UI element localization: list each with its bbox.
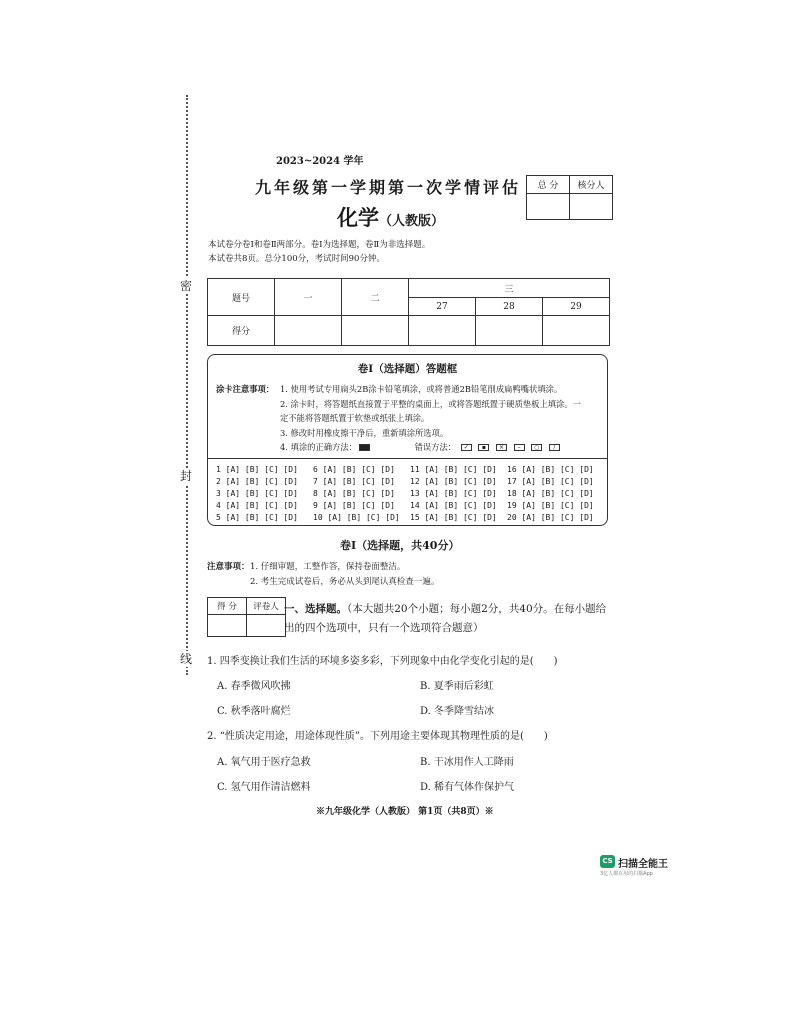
check-mark-icon: ✓: [461, 444, 472, 451]
answer-row: [216, 501, 604, 510]
answer-item[interactable]: 12 [A] [B] [C] [D]: [410, 477, 497, 486]
answer-box-title: 卷Ⅰ（选择题）答题框: [357, 363, 458, 375]
qtable-score-label: 得分: [208, 316, 275, 346]
grader-reviewer-cell: [247, 615, 286, 637]
scanner-tagline: 3亿人都在用的扫描App: [600, 871, 653, 877]
part-one-title: 一、选择题。: [284, 603, 347, 615]
answer-item[interactable]: 9 [A] [B] [C] [D]: [313, 501, 395, 510]
notice-line-2: 2. 考生完成试卷后，务必从头到尾认真检查一遍。: [250, 577, 440, 587]
total-score-label: 总 分: [527, 176, 570, 194]
answer-item[interactable]: 2 [A] [B] [C] [D]: [216, 477, 298, 486]
answer-item[interactable]: 17 [A] [B] [C] [D]: [507, 477, 594, 486]
q1-option-a[interactable]: A. 春季微风吹拂: [217, 681, 291, 692]
answer-row: [216, 489, 604, 498]
answer-item[interactable]: 8 [A] [B] [C] [D]: [313, 489, 395, 498]
answer-notice-line: 定不能将答题纸置于软垫或纸张上填涂。: [280, 413, 430, 423]
grader-score-label: 得 分: [208, 598, 247, 615]
answer-row: [216, 513, 604, 522]
answer-item[interactable]: 7 [A] [B] [C] [D]: [313, 477, 395, 486]
q2-option-a[interactable]: A. 氧气用于医疗急救: [217, 757, 311, 768]
qtable-sub-27: 27: [409, 298, 476, 316]
seal-char-xian: 线: [180, 652, 193, 666]
total-score-box: [526, 175, 613, 220]
seal-dashed-line: [186, 95, 188, 675]
answer-item[interactable]: 1 [A] [B] [C] [D]: [216, 465, 298, 474]
seal-char-feng: 封: [180, 469, 193, 483]
scanner-app-name: 扫描全能王: [618, 859, 668, 870]
answer-item[interactable]: 20 [A] [B] [C] [D]: [507, 513, 594, 522]
answer-box-divider: [208, 458, 607, 459]
part-one-desc: （本大题共20个小题；每小题2分，共40分。在每小题给出的四个选项中，只有一个选项符合题意）: [284, 603, 607, 634]
answer-notice-label: 涂卡注意事项：: [216, 384, 275, 394]
checker-cell: [570, 194, 613, 220]
subject-name: 化学: [337, 205, 379, 230]
total-score-cell: [527, 194, 570, 220]
q2-option-d[interactable]: D. 稀有气体作保护气: [420, 782, 515, 793]
partial-fill-icon: ▪: [478, 444, 489, 451]
subject-title: [337, 202, 444, 232]
answer-item[interactable]: 11 [A] [B] [C] [D]: [410, 465, 497, 474]
qtable-score-cell: [275, 316, 342, 346]
grader-box: [207, 597, 286, 637]
answer-item[interactable]: 4 [A] [B] [C] [D]: [216, 501, 298, 510]
answer-notice-line: 1. 使用考试专用扁头2B涂卡铅笔填涂，或将普通2B铅笔削成扁鸭嘴状填涂。: [280, 384, 563, 394]
correct-method-label: 4. 填涂的正确方法：: [280, 442, 357, 452]
answer-item[interactable]: 3 [A] [B] [C] [D]: [216, 489, 298, 498]
qtable-score-cell: [543, 316, 610, 346]
qtable-score-cell: [476, 316, 543, 346]
qtable-col-1: 一: [275, 279, 342, 316]
answer-item[interactable]: 15 [A] [B] [C] [D]: [410, 513, 497, 522]
answer-row: [216, 465, 604, 474]
dash-mark-icon: –: [514, 444, 525, 451]
page-footer: ※九年级化学（人教版） 第1页（共8页）※: [316, 807, 494, 817]
notice-label: 注意事项：: [207, 562, 250, 572]
answer-item[interactable]: 16 [A] [B] [C] [D]: [507, 465, 594, 474]
answer-item[interactable]: 10 [A] [B] [C] [D]: [313, 513, 400, 522]
seal-char-mi: 密: [180, 279, 193, 293]
q2-option-b[interactable]: B. 干冰用作人工降雨: [420, 757, 514, 768]
section-heading: 卷Ⅰ（选择题，共40分）: [340, 539, 460, 552]
cross-mark-icon: ×: [496, 444, 507, 451]
question-score-table: [207, 278, 610, 346]
answer-item[interactable]: 14 [A] [B] [C] [D]: [410, 501, 497, 510]
wrong-method-label: 错误方法：: [414, 442, 457, 452]
circle-mark-icon: ○: [531, 444, 542, 451]
answer-box: [207, 354, 608, 526]
q2-option-c[interactable]: C. 氢气用作清洁燃料: [217, 782, 311, 793]
question-2-stem: 2. “性质决定用途，用途体现性质”。下列用途主要体现其物理性质的是( ): [207, 731, 548, 742]
notice-line-1: 1. 仔细审题，工整作答，保持卷面整洁。: [250, 562, 406, 572]
grader-reviewer-label: 评卷人: [247, 598, 286, 615]
exam-title: 九年级第一学期第一次学情评估: [255, 178, 522, 197]
intro-line-1: 本试卷分卷Ⅰ和卷Ⅱ两部分。卷Ⅰ为选择题，卷Ⅱ为非选择题。: [208, 240, 431, 250]
answer-row: [216, 477, 604, 486]
q1-option-d[interactable]: D. 冬季降雪结冰: [420, 706, 495, 717]
q1-option-b[interactable]: B. 夏季雨后彩虹: [420, 681, 494, 692]
answer-item[interactable]: 19 [A] [B] [C] [D]: [507, 501, 594, 510]
subject-edition: （人教版）: [379, 214, 445, 229]
answer-item[interactable]: 6 [A] [B] [C] [D]: [313, 465, 395, 474]
answer-notice-line: 2. 涂卡时，将答题纸直接置于平整的桌面上，或将答题纸置于硬质垫板上填涂。一: [280, 399, 581, 409]
part-one-instructions: [284, 600, 614, 638]
answer-notice-line: 3. 修改时用橡皮擦干净后，重新填涂所选项。: [280, 428, 449, 438]
qtable-score-cell: [409, 316, 476, 346]
answer-notice-line: [280, 441, 562, 453]
answer-item[interactable]: 5 [A] [B] [C] [D]: [216, 513, 298, 522]
qtable-score-cell: [342, 316, 409, 346]
qtable-col-2: 二: [342, 279, 409, 316]
camscanner-logo-icon: CS: [600, 855, 615, 868]
answer-item[interactable]: 13 [A] [B] [C] [D]: [410, 489, 497, 498]
qtable-row-label: 题号: [208, 279, 275, 316]
q1-option-c[interactable]: C. 秋季落叶腐烂: [217, 706, 291, 717]
filled-mark-icon: [359, 444, 370, 451]
qtable-sub-28: 28: [476, 298, 543, 316]
slash-mark-icon: /: [549, 444, 560, 451]
qtable-col-3: 三: [409, 279, 610, 298]
answer-item[interactable]: 18 [A] [B] [C] [D]: [507, 489, 594, 498]
grader-score-cell: [208, 615, 247, 637]
checker-label: 核分人: [570, 176, 613, 194]
school-year: 2023~2024 学年: [276, 156, 364, 167]
question-1-stem: 1. 四季变换让我们生活的环境多姿多彩，下列现象中由化学变化引起的是( ): [207, 656, 558, 667]
intro-line-2: 本试卷共8页。总分100分，考试时间90分钟。: [208, 254, 385, 264]
qtable-sub-29: 29: [543, 298, 610, 316]
